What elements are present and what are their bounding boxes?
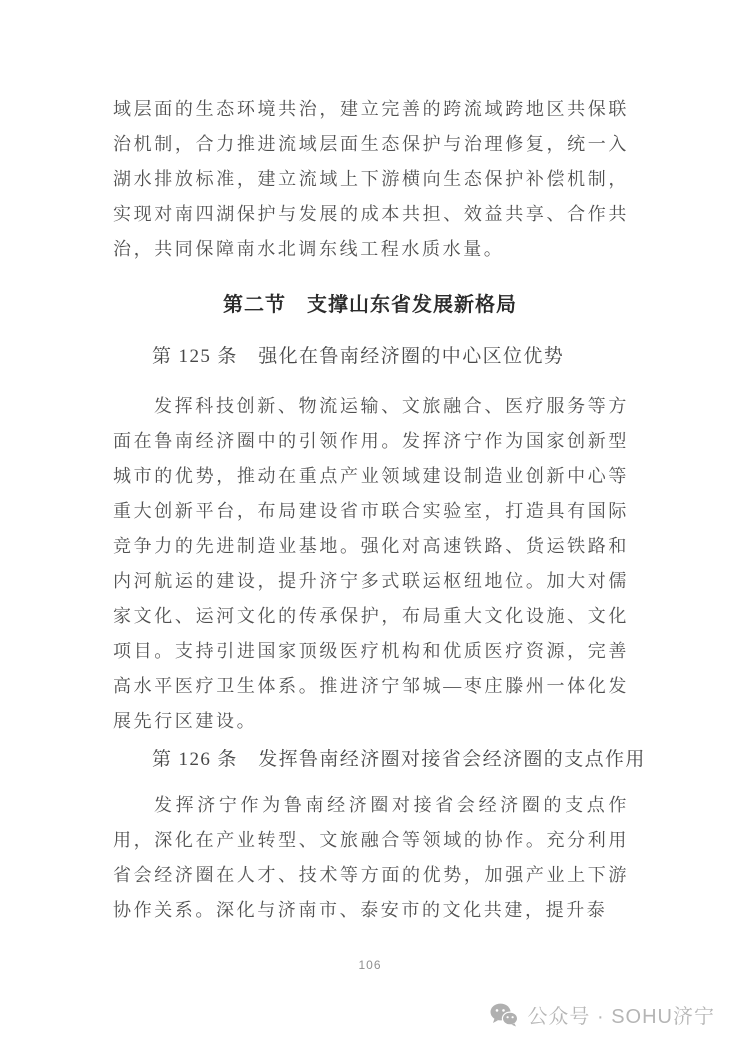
text-line: 项目。支持引进国家顶级医疗机构和优质医疗资源，完善 bbox=[113, 641, 629, 661]
paragraph-article-126 bbox=[113, 788, 629, 928]
text-line: 展先行区建设。 bbox=[113, 711, 258, 731]
article-heading-126: 第 126 条 发挥鲁南经济圈对接省会经济圈的支点作用 bbox=[152, 749, 646, 770]
paragraph-article-125 bbox=[113, 389, 629, 739]
text-line: 域层面的生态环境共治，建立完善的跨流域跨地区共保联 bbox=[113, 99, 629, 119]
text-line: 实现对南四湖保护与发展的成本共担、效益共享、合作共 bbox=[113, 204, 629, 224]
text-line: 治机制，合力推进流域层面生态保护与治理修复，统一入 bbox=[113, 134, 629, 154]
text-line: 发挥济宁作为鲁南经济圈对接省会经济圈的支点作 bbox=[154, 795, 629, 815]
section-heading: 第二节 支撑山东省发展新格局 bbox=[223, 294, 517, 316]
text-line: 用，深化在产业转型、文旅融合等领域的协作。充分利用 bbox=[113, 830, 629, 850]
page-number: 106 bbox=[358, 958, 382, 972]
text-line: 湖水排放标准，建立流域上下游横向生态保护补偿机制， bbox=[113, 169, 629, 189]
text-line: 面在鲁南经济圈中的引领作用。发挥济宁作为国家创新型 bbox=[113, 431, 629, 451]
text-line: 省会经济圈在人才、技术等方面的优势，加强产业上下游 bbox=[113, 865, 629, 885]
text-line: 协作关系。深化与济南市、泰安市的文化共建，提升泰 bbox=[113, 900, 608, 920]
text-line: 家文化、运河文化的传承保护，布局重大文化设施、文化 bbox=[113, 606, 629, 626]
paragraph-continuation bbox=[113, 92, 629, 267]
text-line: 治，共同保障南水北调东线工程水质水量。 bbox=[113, 239, 505, 259]
text-line: 内河航运的建设，提升济宁多式联运枢纽地位。加大对儒 bbox=[113, 571, 629, 591]
wechat-icon bbox=[490, 1003, 518, 1027]
article-heading-125: 第 125 条 强化在鲁南经济圈的中心区位优势 bbox=[152, 346, 565, 367]
watermark-text: 公众号 · SOHU济宁 bbox=[527, 1006, 715, 1028]
text-line: 城市的优势，推动在重点产业领域建设制造业创新中心等 bbox=[113, 466, 629, 486]
text-line: 重大创新平台，布局建设省市联合实验室，打造具有国际 bbox=[113, 501, 629, 521]
text-line: 发挥科技创新、物流运输、文旅融合、医疗服务等方 bbox=[154, 396, 629, 416]
text-line: 高水平医疗卫生体系。推进济宁邹城—枣庄滕州一体化发 bbox=[113, 676, 629, 696]
footer-watermark bbox=[490, 1000, 715, 1029]
text-line: 竞争力的先进制造业基地。强化对高速铁路、货运铁路和 bbox=[113, 536, 629, 556]
